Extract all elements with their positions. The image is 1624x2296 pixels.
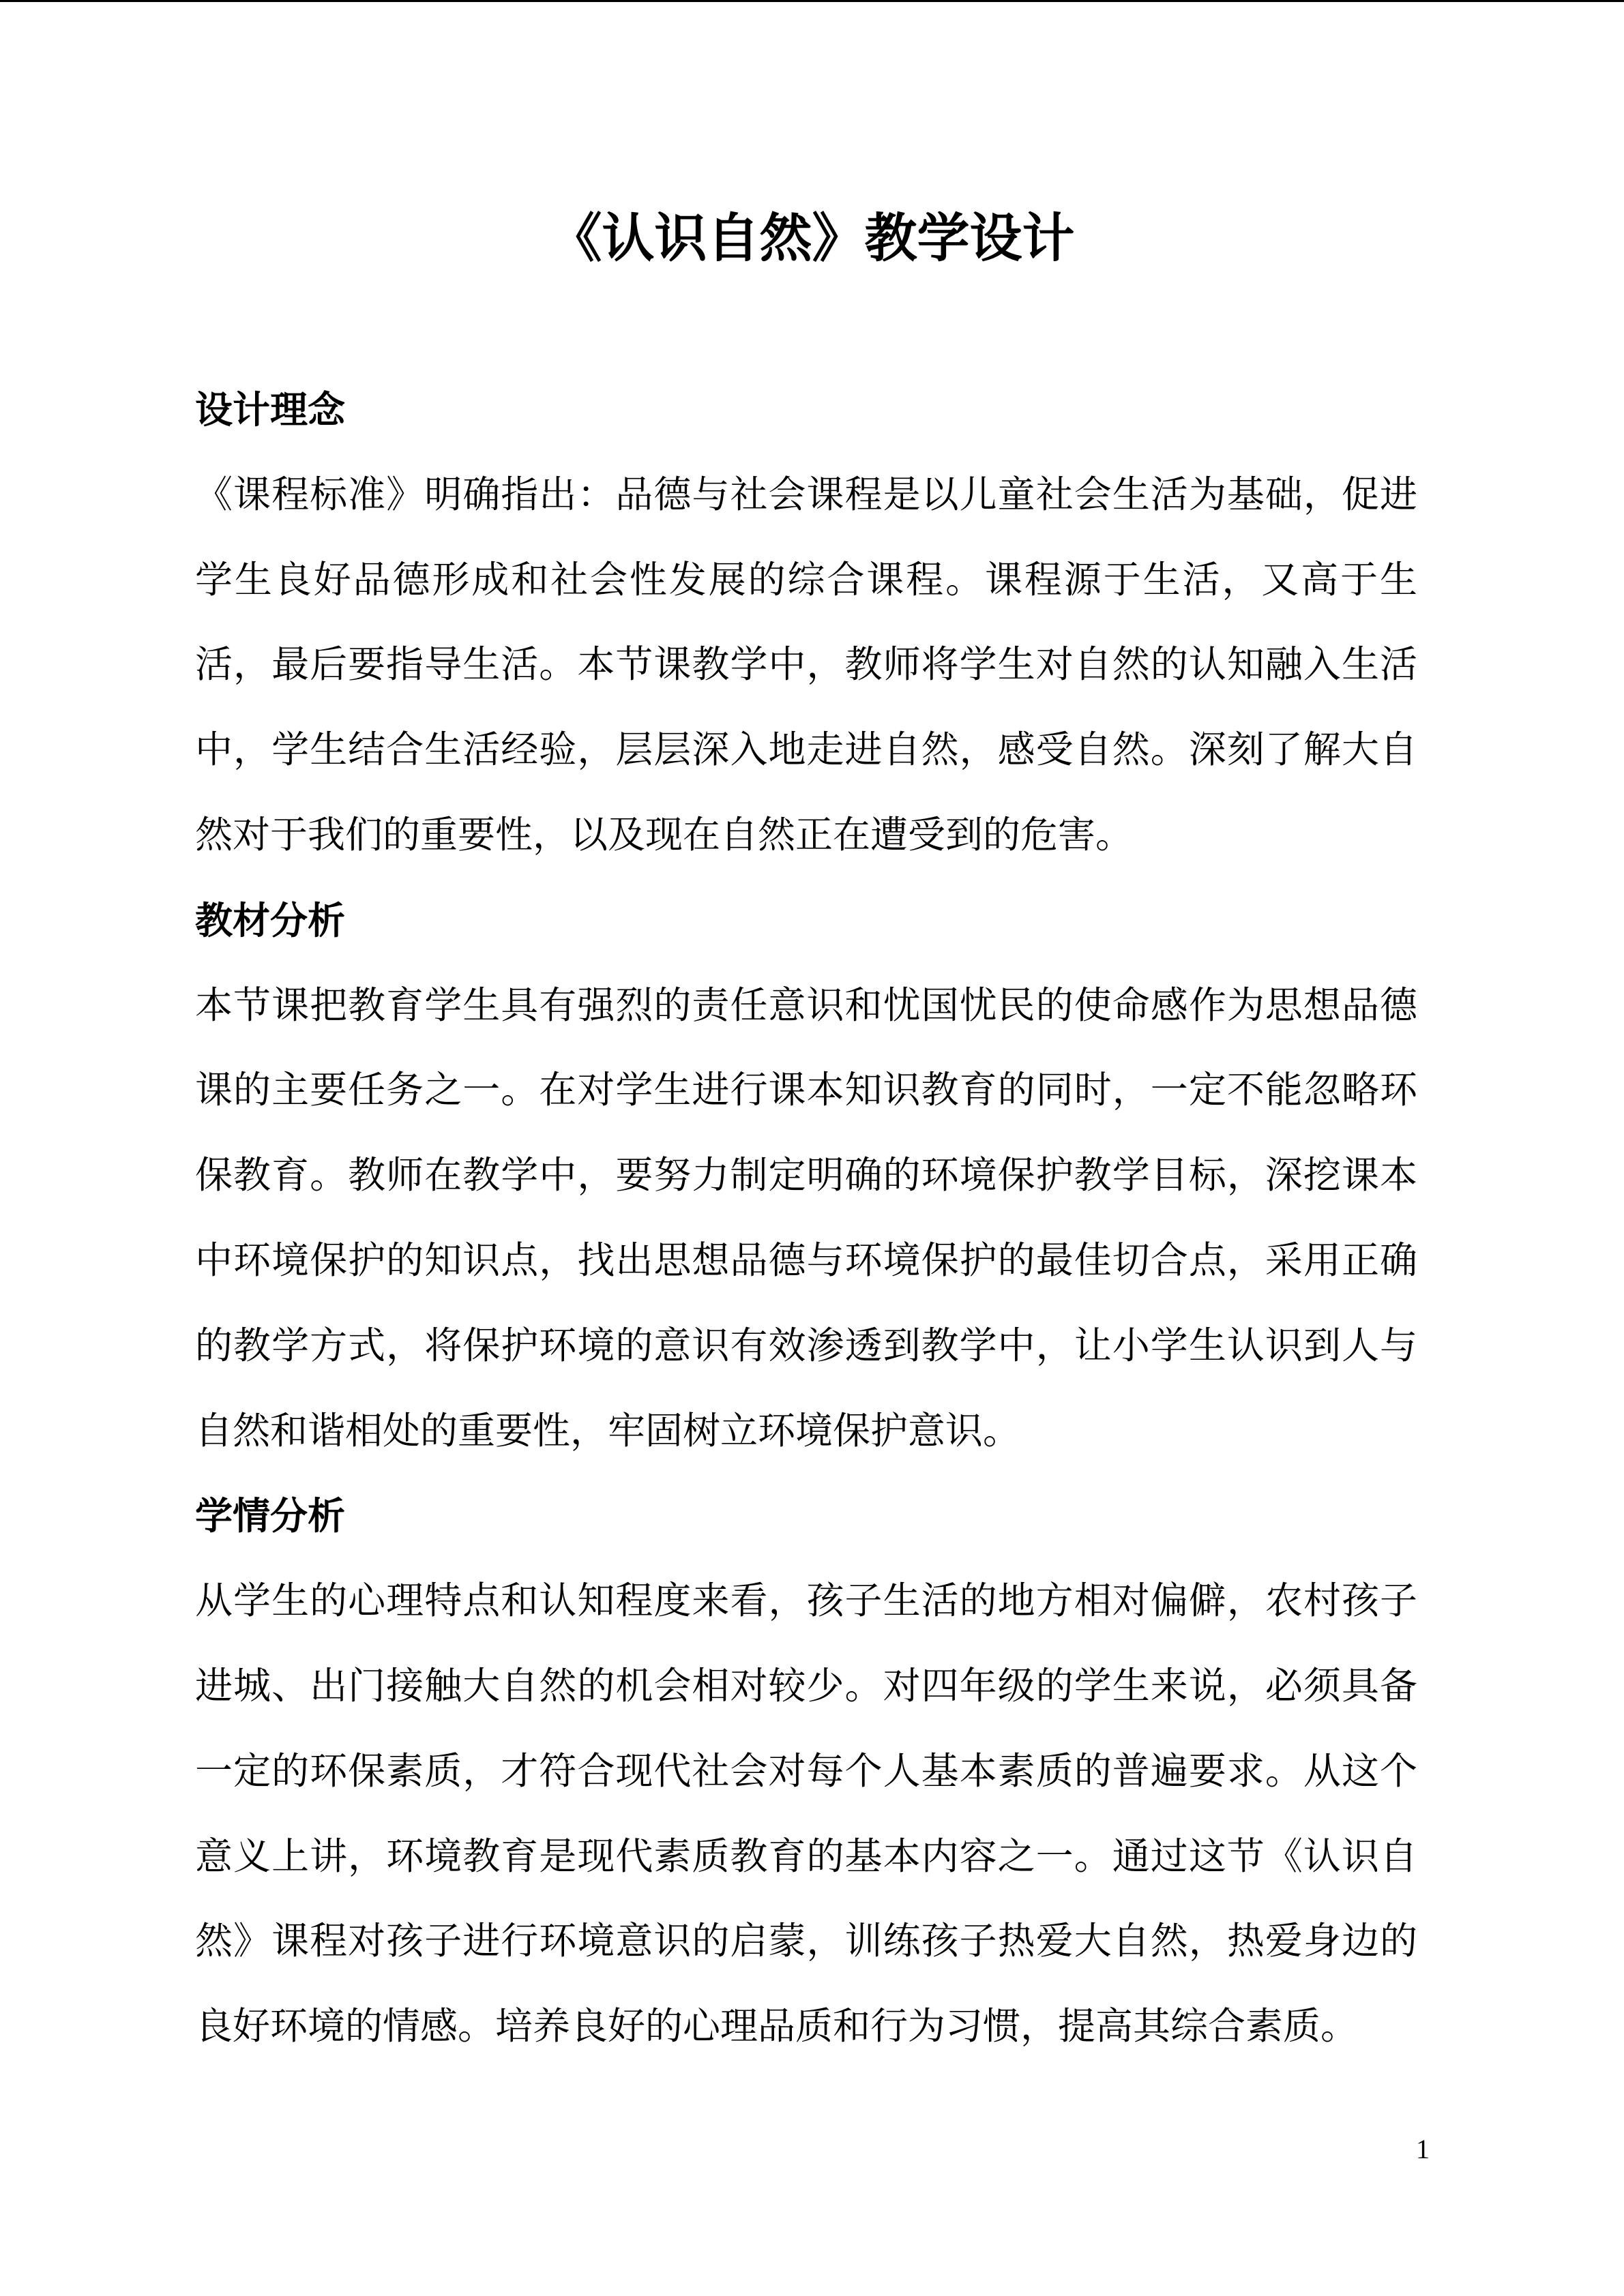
paragraph-line: 课的主要任务之一。在对学生进行课本知识教育的同时，一定不能忽略环	[195, 1069, 1417, 1112]
paragraph-line: 意义上讲，环境教育是现代素质教育的基本内容之一。通过这节《认识自	[195, 1835, 1417, 1877]
paragraph-material-analysis	[195, 964, 1417, 1474]
paragraph-line: 良好环境的情感。培养良好的心理品质和行为习惯，提高其综合素质。	[195, 2006, 1359, 2048]
paragraph-line: 然对于我们的重要性，以及现在自然正在遭受到的危害。	[195, 814, 1134, 856]
paragraph-learner-analysis	[195, 1559, 1417, 2070]
paragraph-line: 学生良好品德形成和社会性发展的综合课程。课程源于生活，又高于生	[195, 558, 1417, 601]
paragraph-line: 从学生的心理特点和认知程度来看，孩子生活的地方相对偏僻，农村孩子	[195, 1580, 1417, 1622]
paragraph-line: 中，学生结合生活经验，层层深入地走进自然，感受自然。深刻了解大自	[195, 729, 1417, 771]
section-heading-design-concept: 设计理念	[195, 389, 346, 431]
paragraph-line: 自然和谐相处的重要性，牢固树立环境保护意识。	[195, 1410, 1021, 1452]
paragraph-line: 本节课把教育学生具有强烈的责任意识和忧国忧民的使命感作为思想品德	[195, 984, 1417, 1026]
section-heading-material-analysis: 教材分析	[195, 899, 346, 942]
paragraph-line: 的教学方式，将保护环境的意识有效渗透到教学中，让小学生认识到人与	[195, 1324, 1417, 1367]
paragraph-line: 进城、出门接触大自然的机会相对较少。对四年级的学生来说，必须具备	[195, 1665, 1417, 1707]
paragraph-line: 然》课程对孩子进行环境意识的启蒙，训练孩子热爱大自然，热爱身边的	[195, 1920, 1417, 1963]
paragraph-line: 活，最后要指导生活。本节课教学中，教师将学生对自然的认知融入生活	[195, 644, 1417, 686]
page-top-border	[0, 0, 1624, 2]
paragraph-line: 中环境保护的知识点，找出思想品德与环境保护的最佳切合点，采用正确	[195, 1239, 1417, 1281]
paragraph-line: 《课程标准》明确指出：品德与社会课程是以儿童社会生活为基础，促进	[195, 473, 1417, 516]
paragraph-design-concept	[195, 453, 1417, 878]
document-title: 《认识自然》教学设计	[549, 209, 1075, 268]
page-number: 1	[1416, 2134, 1430, 2164]
paragraph-line: 保教育。教师在教学中，要努力制定明确的环境保护教学目标，深挖课本	[195, 1154, 1417, 1197]
paragraph-line: 一定的环保素质，才符合现代社会对每个人基本素质的普遍要求。从这个	[195, 1750, 1417, 1792]
section-heading-learner-analysis: 学情分析	[195, 1495, 346, 1538]
document-body	[195, 368, 1417, 2070]
